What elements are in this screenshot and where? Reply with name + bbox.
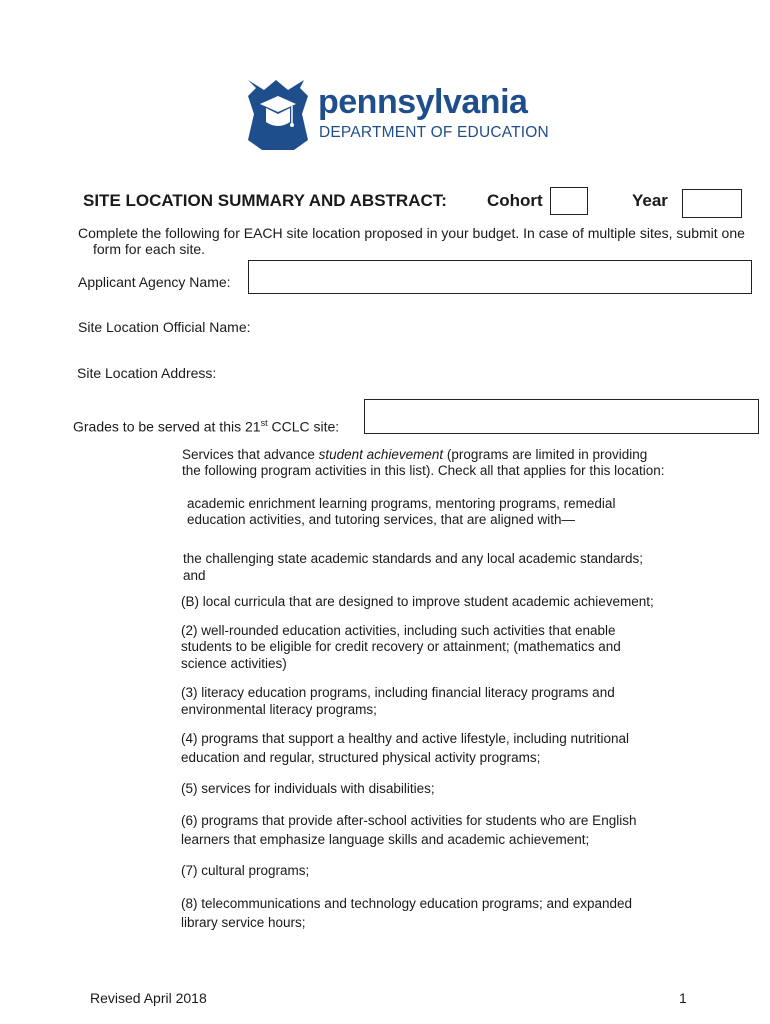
year-input[interactable] bbox=[682, 189, 742, 218]
item-5: (5) services for individuals with disabilities; bbox=[181, 781, 435, 796]
item-7: (7) cultural programs; bbox=[181, 863, 310, 878]
item-8-line-2: library service hours; bbox=[181, 915, 306, 930]
item-6-line-1: (6) programs that provide after-school activities for students who are English bbox=[181, 813, 637, 828]
brand-department: DEPARTMENT OF EDUCATION bbox=[319, 124, 549, 141]
address-label: Site Location Address: bbox=[77, 365, 217, 381]
item-4-line-2: education and regular, structured physical activity programs; bbox=[181, 750, 541, 765]
academic-line-2: education activities, and tutoring services, that are aligned with— bbox=[187, 512, 575, 527]
agency-name-input[interactable] bbox=[248, 260, 752, 294]
services-intro-line-1: Services that advance student achievement (programs are limited in providing bbox=[182, 447, 648, 462]
grades-input[interactable] bbox=[364, 399, 759, 434]
item-2-line-3: science activities) bbox=[181, 656, 287, 671]
item-8-line-1: (8) telecommunications and technology education programs; and expanded bbox=[181, 896, 633, 911]
item-b: (B) local curricula that are designed to improve student academic achievement; bbox=[181, 594, 654, 609]
standards-line-1: the challenging state academic standards and any local academic standards; bbox=[183, 551, 644, 566]
item-3-line-2: environmental literacy programs; bbox=[181, 702, 377, 717]
item-2-line-1: (2) well-rounded education activities, including such activities that enable bbox=[181, 623, 616, 638]
item-2-line-2: students to be eligible for credit recovery or attainment; (mathematics and bbox=[181, 639, 621, 654]
revised-date: Revised April 2018 bbox=[90, 990, 207, 1006]
cohort-label: Cohort bbox=[487, 191, 543, 210]
item-6-line-2: learners that emphasize language skills and academic achievement; bbox=[181, 832, 590, 847]
official-name-label: Site Location Official Name: bbox=[78, 319, 251, 335]
page-number: 1 bbox=[679, 990, 687, 1006]
academic-line-1: academic enrichment learning programs, mentoring programs, remedial bbox=[187, 496, 616, 511]
instructions-line-1: Complete the following for EACH site location proposed in your budget. In case of multiple sites, submit one bbox=[78, 225, 745, 241]
agency-name-label: Applicant Agency Name: bbox=[78, 274, 231, 290]
form-title: SITE LOCATION SUMMARY AND ABSTRACT: bbox=[83, 191, 447, 210]
brand-name: pennsylvania bbox=[318, 83, 528, 121]
services-intro-line-2: the following program activities in this list). Check all that applies for this location: bbox=[182, 463, 665, 478]
item-4-line-1: (4) programs that support a healthy and active lifestyle, including nutritional bbox=[181, 731, 629, 746]
instructions-line-2: form for each site. bbox=[93, 241, 206, 257]
year-label: Year bbox=[632, 191, 668, 210]
standards-line-2: and bbox=[183, 568, 206, 583]
cohort-input[interactable] bbox=[550, 187, 588, 215]
item-3-line-1: (3) literacy education programs, including financial literacy programs and bbox=[181, 685, 615, 700]
grades-label: Grades to be served at this 21st CCLC site: bbox=[73, 418, 340, 435]
